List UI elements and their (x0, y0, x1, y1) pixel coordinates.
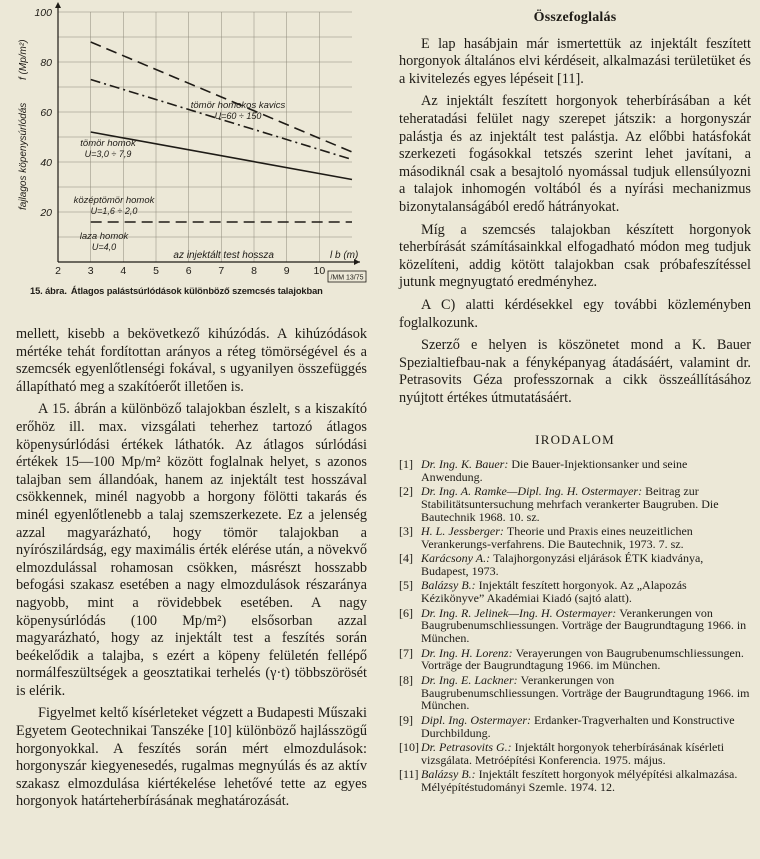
x-tick-label: 7 (218, 265, 225, 277)
series-label: tömör homok (80, 138, 136, 149)
reference-author: Karácsony A.: (421, 551, 494, 566)
series-sublabel: U=4,0 (91, 242, 117, 252)
section-title: Összefoglalás (533, 10, 617, 25)
reference-item (399, 647, 751, 673)
left-paragraph-1: mellett, kisebb a bekövetkező kihúzódás. A kihúzódások mértéke tehát fordítottan arányos a réteg tömörségével és a szemcsék egyenlőtlenségi fokával, s ugyanilyen összefüggés állapítható meg a szakítóerőt illetően is. (16, 326, 367, 395)
reference-text: Dipl. Ing. Ostermayer: Erdanker-Tragverhalten und Konstructive Durchbildung. (421, 712, 735, 740)
right-paragraph-4: A C) alatti kérdésekkel egy további közleményben foglalkozunk. (399, 296, 751, 331)
reference-text: Balázsy B.: Injektált feszített horgonyok mélyépítési alkalmazása. Mélyépítéstudományi Szemle. 1974. 12. (421, 766, 738, 794)
reference-text: Karácsony A.: Talajhorgonyzási eljárások ÉTK kiadványa, Budapest, 1973. (421, 551, 704, 579)
reference-item (399, 525, 751, 551)
reference-item (399, 741, 751, 767)
series-label: középtömör homok (73, 195, 155, 206)
reference-number: [11] (399, 766, 419, 781)
reference-item (399, 674, 751, 713)
reference-text: Dr. Ing. K. Bauer: Die Bauer-Injektionsanker und seine Anwendung. (421, 457, 688, 484)
x-axis-symbol: l b (m) (330, 250, 359, 261)
reference-author: Dr. Ing. E. Lackner: (421, 672, 521, 687)
reference-text: Dr. Ing. R. Jelinek—Ing. H. Ostermayer: Verankerungen von Baugrubenumschliessungen. Vorträge der Baugrundtagung 1966. in München. (421, 605, 747, 646)
reference-author: Dr. Ing. H. Lorenz: (421, 645, 516, 660)
x-tick-label: 10 (313, 265, 326, 277)
reference-item (399, 768, 751, 794)
right-paragraph-5: Szerző e helyen is köszönetet mond a K. Bauer Spezialtiefbau-nak a fényképanyag átadásáért, valamint dr. Petrasovits Géza professzornak a cikk összeállításához nyújtott értékes útmutatásáért. (399, 337, 751, 406)
friction-chart (6, 0, 370, 286)
reference-item (399, 579, 751, 605)
reference-text: Dr. Petrasovits G.: Injektált horgonyok teherbírásának kísérleti vizsgálata. Metróépítési Konferencia. 1975. május. (421, 739, 725, 767)
figure-15 (6, 0, 370, 304)
right-paragraph-2: Az injektált feszített horgonyok teherbírásában a két teheratadási felület nagy szerepet játszik: a horgonyszár palástja és az injektált test palástja. Az előbbi hatásfokát szerkezeti fogásokkal tetszés szerint lehet javítani, a másodiknál csak a besajtoló nyomással tudjuk ellensúlyozni a talajok inhomogén voltából és a nyírási mechanizmus bizonytalanságából eredő hátrányokat. (399, 93, 751, 215)
reference-number: [4] (399, 551, 413, 566)
x-tick-label: 3 (87, 265, 94, 277)
reference-item (399, 552, 751, 578)
y-tick-label: 80 (40, 57, 52, 69)
reference-number: [9] (399, 712, 413, 727)
bibliography-title: IRODALOM (535, 432, 615, 448)
reference-number: [2] (399, 484, 413, 499)
series-label: laza homok (79, 231, 129, 242)
reference-author: Dr. Ing. K. Bauer: (421, 457, 512, 472)
reference-text: Balázsy B.: Injektált feszített horgonyok. Az „Alapozás Kézikönyve” Akadémiai Kiadó (sajtó alatt). (421, 578, 687, 606)
y-axis-arrow (55, 2, 61, 8)
reference-number: [7] (399, 645, 413, 660)
x-tick-label: 4 (120, 265, 127, 277)
series-sublabel: U=60 ÷ 150 (214, 111, 262, 121)
reference-author: H. L. Jessberger: (421, 524, 507, 539)
reference-item (399, 458, 751, 484)
reference-author: Balázsy B.: (421, 766, 479, 781)
figure-caption (30, 286, 370, 296)
reference-number: [6] (399, 605, 413, 620)
reference-item (399, 485, 751, 524)
left-paragraph-2: A 15. ábrán a különböző talajokban észlelt, s a kiszakító erőhöz ill. max. vizsgálati teherhez tartozó átlagos köpenysúrlódási értékek láthatók. Az átlagos súrlódási értékek 15—100 Mp/m² között foglalnak helyet, s azonos talajban sem állandóak, hanem az injektált test hosszával csökkennek, minél nagyobb a horgony fölötti takarás és minél egyenlőtlenebb a talaj szemszerkezete. Ez a jelenség azzal magyarázható, hogy tömör talajokban a nyírószilárdság, egy maximális érték elérése után, a növekvő elmozdulással rohamosan csökken, másrészt hosszabb befogási szakasz esetében a nagy elmozdulások részaránya nagyobb, mint a rövidebbek esetében. A nagy köpenysúrlódás (100 Mp/m²) elsősorban azzal magyarázható, hogy az injektált test a feszítés során beékelődik a talajba, s ezért a köpeny felületén fellépő normálfeszültségek a geosztatikai terhelés (γ·t) többszörösét is elérik. (16, 401, 367, 699)
reference-author: Balázsy B.: (421, 578, 479, 593)
reference-text: Dr. Ing. A. Ramke—Dipl. Ing. H. Ostermayer: Beitrag zur Stabilitätsuntersuchung mehrfach verankerter Baugruben. Die Bautechnik 1968. 10. sz. (421, 484, 719, 524)
right-paragraph-1: E lap hasábjain már ismertettük az injektált feszített horgonyok általános elvi kérdéseit, alkalmazási területüket és a kivitelezés egyes lépéseit [11]. (399, 35, 751, 87)
reference-author: Dr. Ing. A. Ramke—Dipl. Ing. H. Ostermayer: (421, 484, 646, 499)
reference-number: [1] (399, 457, 413, 472)
reference-number: [3] (399, 524, 413, 539)
figure-caption-text: Átlagos palástsúrlódások különböző szemcsés talajokban (70, 286, 323, 296)
reference-author: Dipl. Ing. Ostermayer: (421, 712, 534, 727)
x-axis-label: az injektált test hossza (173, 250, 274, 261)
reference-text: H. L. Jessberger: Theorie und Praxis eines neuzeitlichen Verankerungs-verfahrens. Die Bautechnik, 1973. 7. sz. (421, 524, 693, 552)
figure-stamp: /MM 13/75 (330, 274, 364, 282)
x-tick-label: 2 (55, 265, 61, 277)
x-tick-label: 5 (153, 265, 159, 277)
reference-number: [5] (399, 578, 413, 593)
reference-number: [10] (399, 739, 419, 754)
right-column (399, 0, 751, 795)
y-tick-label: 100 (34, 7, 52, 19)
y-axis-symbol: f (Mp/m²) (18, 39, 29, 80)
reference-text: Dr. Ing. E. Lackner: Verankerungen von Baugrubenumschliessungen. Vorträge der Baugrundtagung 1966. im München. (421, 672, 750, 713)
x-tick-label: 9 (283, 265, 290, 277)
y-axis-label: fajlagos köpenysúrlódás (18, 102, 29, 210)
figure-caption-number: 15. ábra. (30, 286, 67, 296)
x-tick-label: 6 (185, 265, 192, 277)
reference-text: Dr. Ing. H. Lorenz: Verayerungen von Baugrubenumschliessungen. Vorträge der Baugrundtagung 1966. im München. (421, 645, 744, 673)
left-paragraph-3: Figyelmet keltő kísérleteket végzett a Budapesti Műszaki Egyetem Geotechnikai Tanszéke [10] különböző hajlásszögű horgonyokkal. A feszítés során mért elmozdulások: horgonyszár kiegyenesedés, rugalmas megnyúlás és az aktív szakasz elmozdulása kiértékelése lehetővé tette az egyes horgonyok határteherbírásának meghatározását. (16, 705, 367, 810)
bibliography-list (399, 458, 751, 794)
y-tick-label: 40 (40, 157, 52, 169)
right-paragraph-3: Míg a szemcsés talajokban készített horgonyok teherbírását számításainkkal elfogadható módon meg tudjuk közelíteni, addig kötött talajokban csak próbafeszítéssel jutunk megnyugtató eredményhez. (399, 221, 751, 291)
reference-number: [8] (399, 672, 413, 687)
y-tick-label: 20 (40, 207, 52, 219)
reference-item (399, 714, 751, 740)
reference-item (399, 607, 751, 646)
series-label: tömör homokos kavics (190, 100, 286, 111)
reference-author: Dr. Ing. R. Jelinek—Ing. H. Ostermayer: (421, 605, 620, 620)
left-column (16, 326, 367, 811)
series-sublabel: U=1,6 ÷ 2,0 (90, 206, 138, 216)
x-tick-label: 8 (251, 265, 257, 277)
series-sublabel: U=3,0 ÷ 7,9 (84, 149, 132, 159)
y-tick-label: 60 (40, 107, 52, 119)
reference-author: Dr. Petrasovits G.: (421, 739, 515, 754)
